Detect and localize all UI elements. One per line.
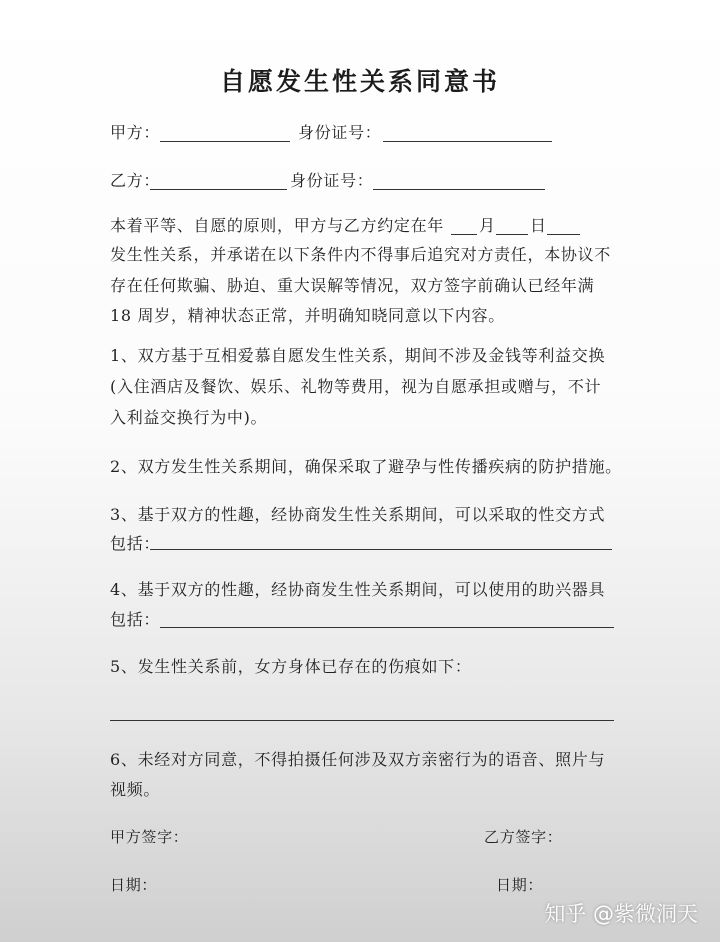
clause-5: 5、发生性关系前，女方身体已存在的伤痕如下： [110,657,472,676]
clause-6: 6、未经对方同意，不得拍摄任何涉及双方亲密行为的语音、照片与 [110,750,606,769]
clause-1: 入利益交换行为中)。 [110,408,268,427]
clause-5-field[interactable] [110,720,614,721]
clause-3-field[interactable] [150,549,612,550]
party-a-name-field[interactable] [160,141,290,142]
party-a-date-label: 日期： [110,876,158,894]
preamble-line: 发生性关系，并承诺在以下条件内不得事后追究对方责任，本协议不 [110,245,612,264]
clause-1: 1、双方基于互相爱慕自愿发生性关系，期间不涉及金钱等利益交换 [110,346,606,365]
clause-4-field[interactable] [160,627,614,628]
party-b-id-field[interactable] [373,189,545,190]
day-field[interactable] [547,234,580,235]
party-a-id-label: 身份证号： [298,123,382,142]
party-b-label: 乙方： [110,171,161,190]
party-a-label: 甲方： [110,123,161,142]
clause-3: 包括： [110,534,161,553]
party-b-date-label: 日期： [496,876,544,894]
clause-1: (入住酒店及餐饮、娱乐、礼物等费用，视为自愿承担或赠与，不计 [110,377,602,396]
month-label: 月 [479,216,496,235]
preamble-line: 18 周岁，精神状态正常，并明确知晓同意以下内容。 [110,306,505,325]
watermark: 知乎 @紫微洞天 [544,902,698,926]
clause-3: 3、基于双方的性趣，经协商发生性关系期间，可以采取的性交方式 [110,505,606,524]
party-a-id-field[interactable] [383,141,552,142]
party-b-signature-label: 乙方签字： [484,828,563,846]
party-b-id-label: 身份证号： [290,171,374,190]
clause-6: 视频。 [110,780,161,799]
year-field[interactable] [451,234,477,235]
party-b-name-field[interactable] [150,189,287,190]
clause-4: 4、基于双方的性趣，经协商发生性关系期间，可以使用的助兴器具 [110,580,606,599]
preamble-line: 本着平等、自愿的原则，甲方与乙方约定在年 [110,216,445,235]
preamble-line: 存在任何欺骗、胁迫、重大误解等情况，双方签字前确认已经年满 [110,276,595,295]
party-a-signature-label: 甲方签字： [110,828,189,846]
page-title: 自愿发生性关系同意书 [219,67,500,96]
month-field[interactable] [496,234,528,235]
clause-2: 2、双方发生性关系期间，确保采取了避孕与性传播疾病的防护措施。 [110,457,622,476]
day-label: 日 [530,216,547,235]
clause-4: 包括： [110,610,161,629]
